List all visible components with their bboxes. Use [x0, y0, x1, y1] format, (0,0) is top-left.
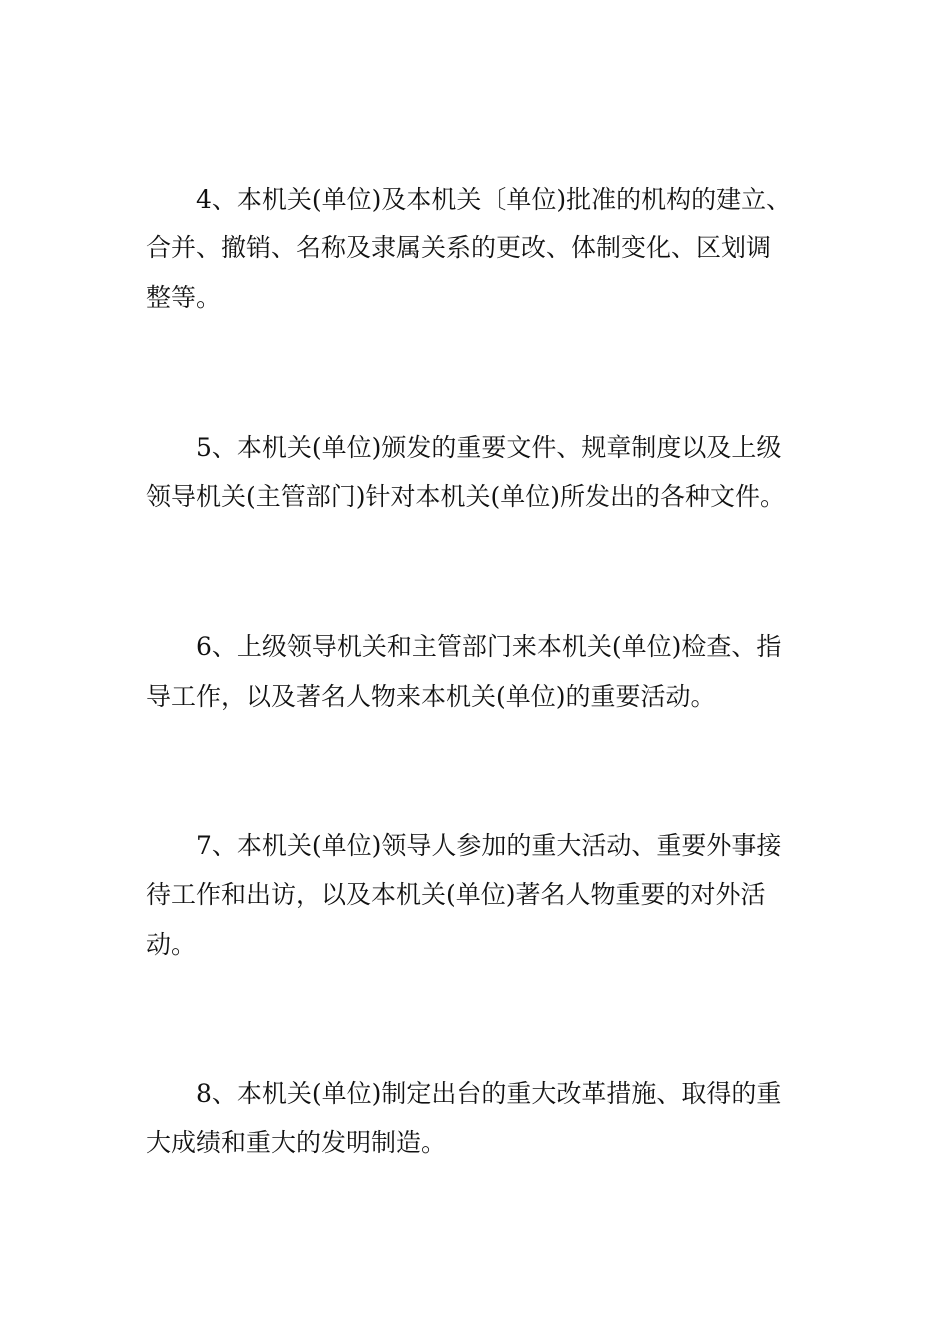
paragraph-line: 合并、撤销、名称及隶属关系的更改、体制变化、区划调 — [146, 233, 772, 262]
paragraph-line: 大成绩和重大的发明制造。 — [146, 1128, 447, 1157]
paragraph-line: 7、本机关(单位)领导人参加的重大活动、重要外事接 — [196, 831, 782, 860]
paragraph-line: 导工作，以及著名人物来本机关(单位)的重要活动。 — [146, 682, 716, 711]
paragraph-line: 6、上级领导机关和主管部门来本机关(单位)检查、指 — [196, 632, 782, 661]
paragraph-line: 动。 — [146, 930, 197, 959]
paragraph-line: 5、本机关(单位)颁发的重要文件、规章制度以及上级 — [196, 433, 782, 462]
paragraph-line: 整等。 — [146, 283, 222, 312]
paragraph-line: 领导机关(主管部门)针对本机关(单位)所发出的各种文件。 — [146, 482, 786, 511]
paragraph-line: 4、本机关(单位)及本机关〔单位)批准的机构的建立、 — [196, 185, 792, 214]
paragraph-line: 待工作和出访，以及本机关(单位)著名人物重要的对外活 — [146, 880, 766, 909]
paragraph-line: 8、本机关(单位)制定出台的重大改革措施、取得的重 — [196, 1079, 782, 1108]
